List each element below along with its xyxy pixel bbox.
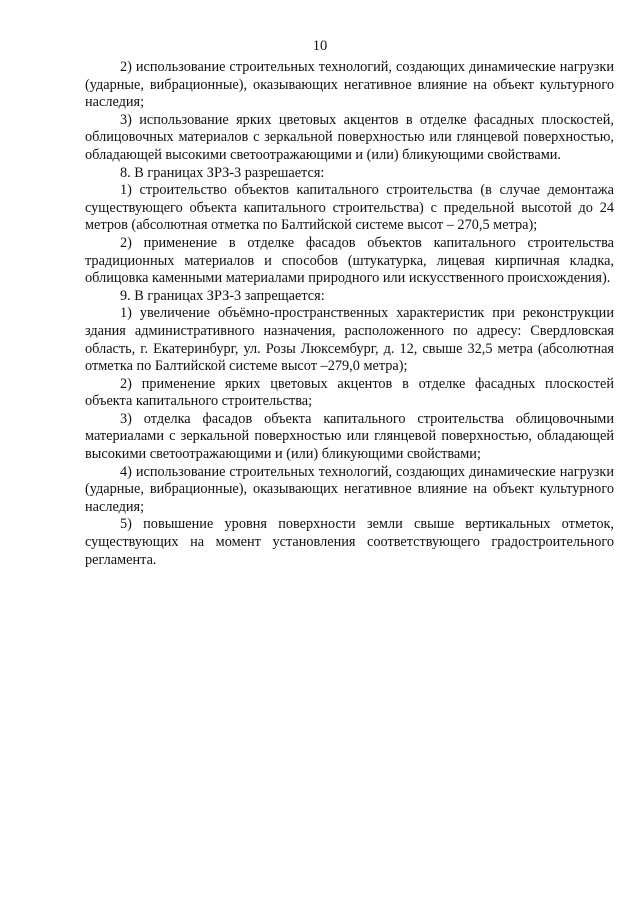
page-number: 10 xyxy=(312,38,328,54)
paragraph-section-9-item-3: 3) отделка фасадов объекта капитального строительства облицовочными материалами с зеркальной поверхностью или глянцевой поверхностью, обладающей высокими светоотражающими и (или) бликующими свойствами; xyxy=(85,410,614,463)
paragraph-section-9-item-1: 1) увеличение объёмно-пространственных характеристик при реконструкции здания административного назначения, расположенного по адресу: Свердловская область, г. Екатеринбург, ул. Розы Люксембург, д. 12, свыше 32,5 метра (абсолютная отметка по Балтийской системе высот –279,0 метра); xyxy=(85,305,614,375)
paragraph-section-9-item-5: 5) повышение уровня поверхности земли свыше вертикальных отметок, существующих на момент установления соответствующего градостроительного регламента. xyxy=(85,516,614,568)
section-9-heading: 9. В границах ЗРЗ-3 запрещается: xyxy=(120,287,325,304)
section-8-heading: 8. В границах ЗРЗ-3 разрешается: xyxy=(120,164,325,181)
paragraph-section-9-item-2: 2) применение ярких цветовых акцентов в отделке фасадных плоскостей объекта капитального строительства; xyxy=(85,375,614,410)
paragraph-section-9-item-4: 4) использование строительных технологий, создающих динамические нагрузки (ударные, вибрационные), оказывающих негативное влияние на объект культурного наследия; xyxy=(85,463,614,515)
paragraph-zrz2-item-3: 3) использование ярких цветовых акцентов в отделке фасадных плоскостей, облицовочных материалов с зеркальной поверхностью или глянцевой поверхностью, обладающей высокими светоотражающими и (или) бликующими свойствами. xyxy=(85,111,614,163)
paragraph-section-8-item-2: 2) применение в отделке фасадов объектов капитального строительства традиционных материалов и способов (штукатурка, лицевая кирпичная кладка, облицовка каменными материалами природного или искусственного происхождения). xyxy=(85,234,614,287)
paragraph-zrz2-item-2: 2) использование строительных технологий, создающих динамические нагрузки (ударные, вибрационные), оказывающих негативное влияние на объект культурного наследия; xyxy=(85,59,614,111)
paragraph-section-8-item-1: 1) строительство объектов капитального строительства (в случае демонтажа существующего объекта капитального строительства) с предельной высотой до 24 метров (абсолютная отметка по Балтийской системе высот – 270,5 метра); xyxy=(85,182,614,234)
document-body xyxy=(85,59,614,569)
